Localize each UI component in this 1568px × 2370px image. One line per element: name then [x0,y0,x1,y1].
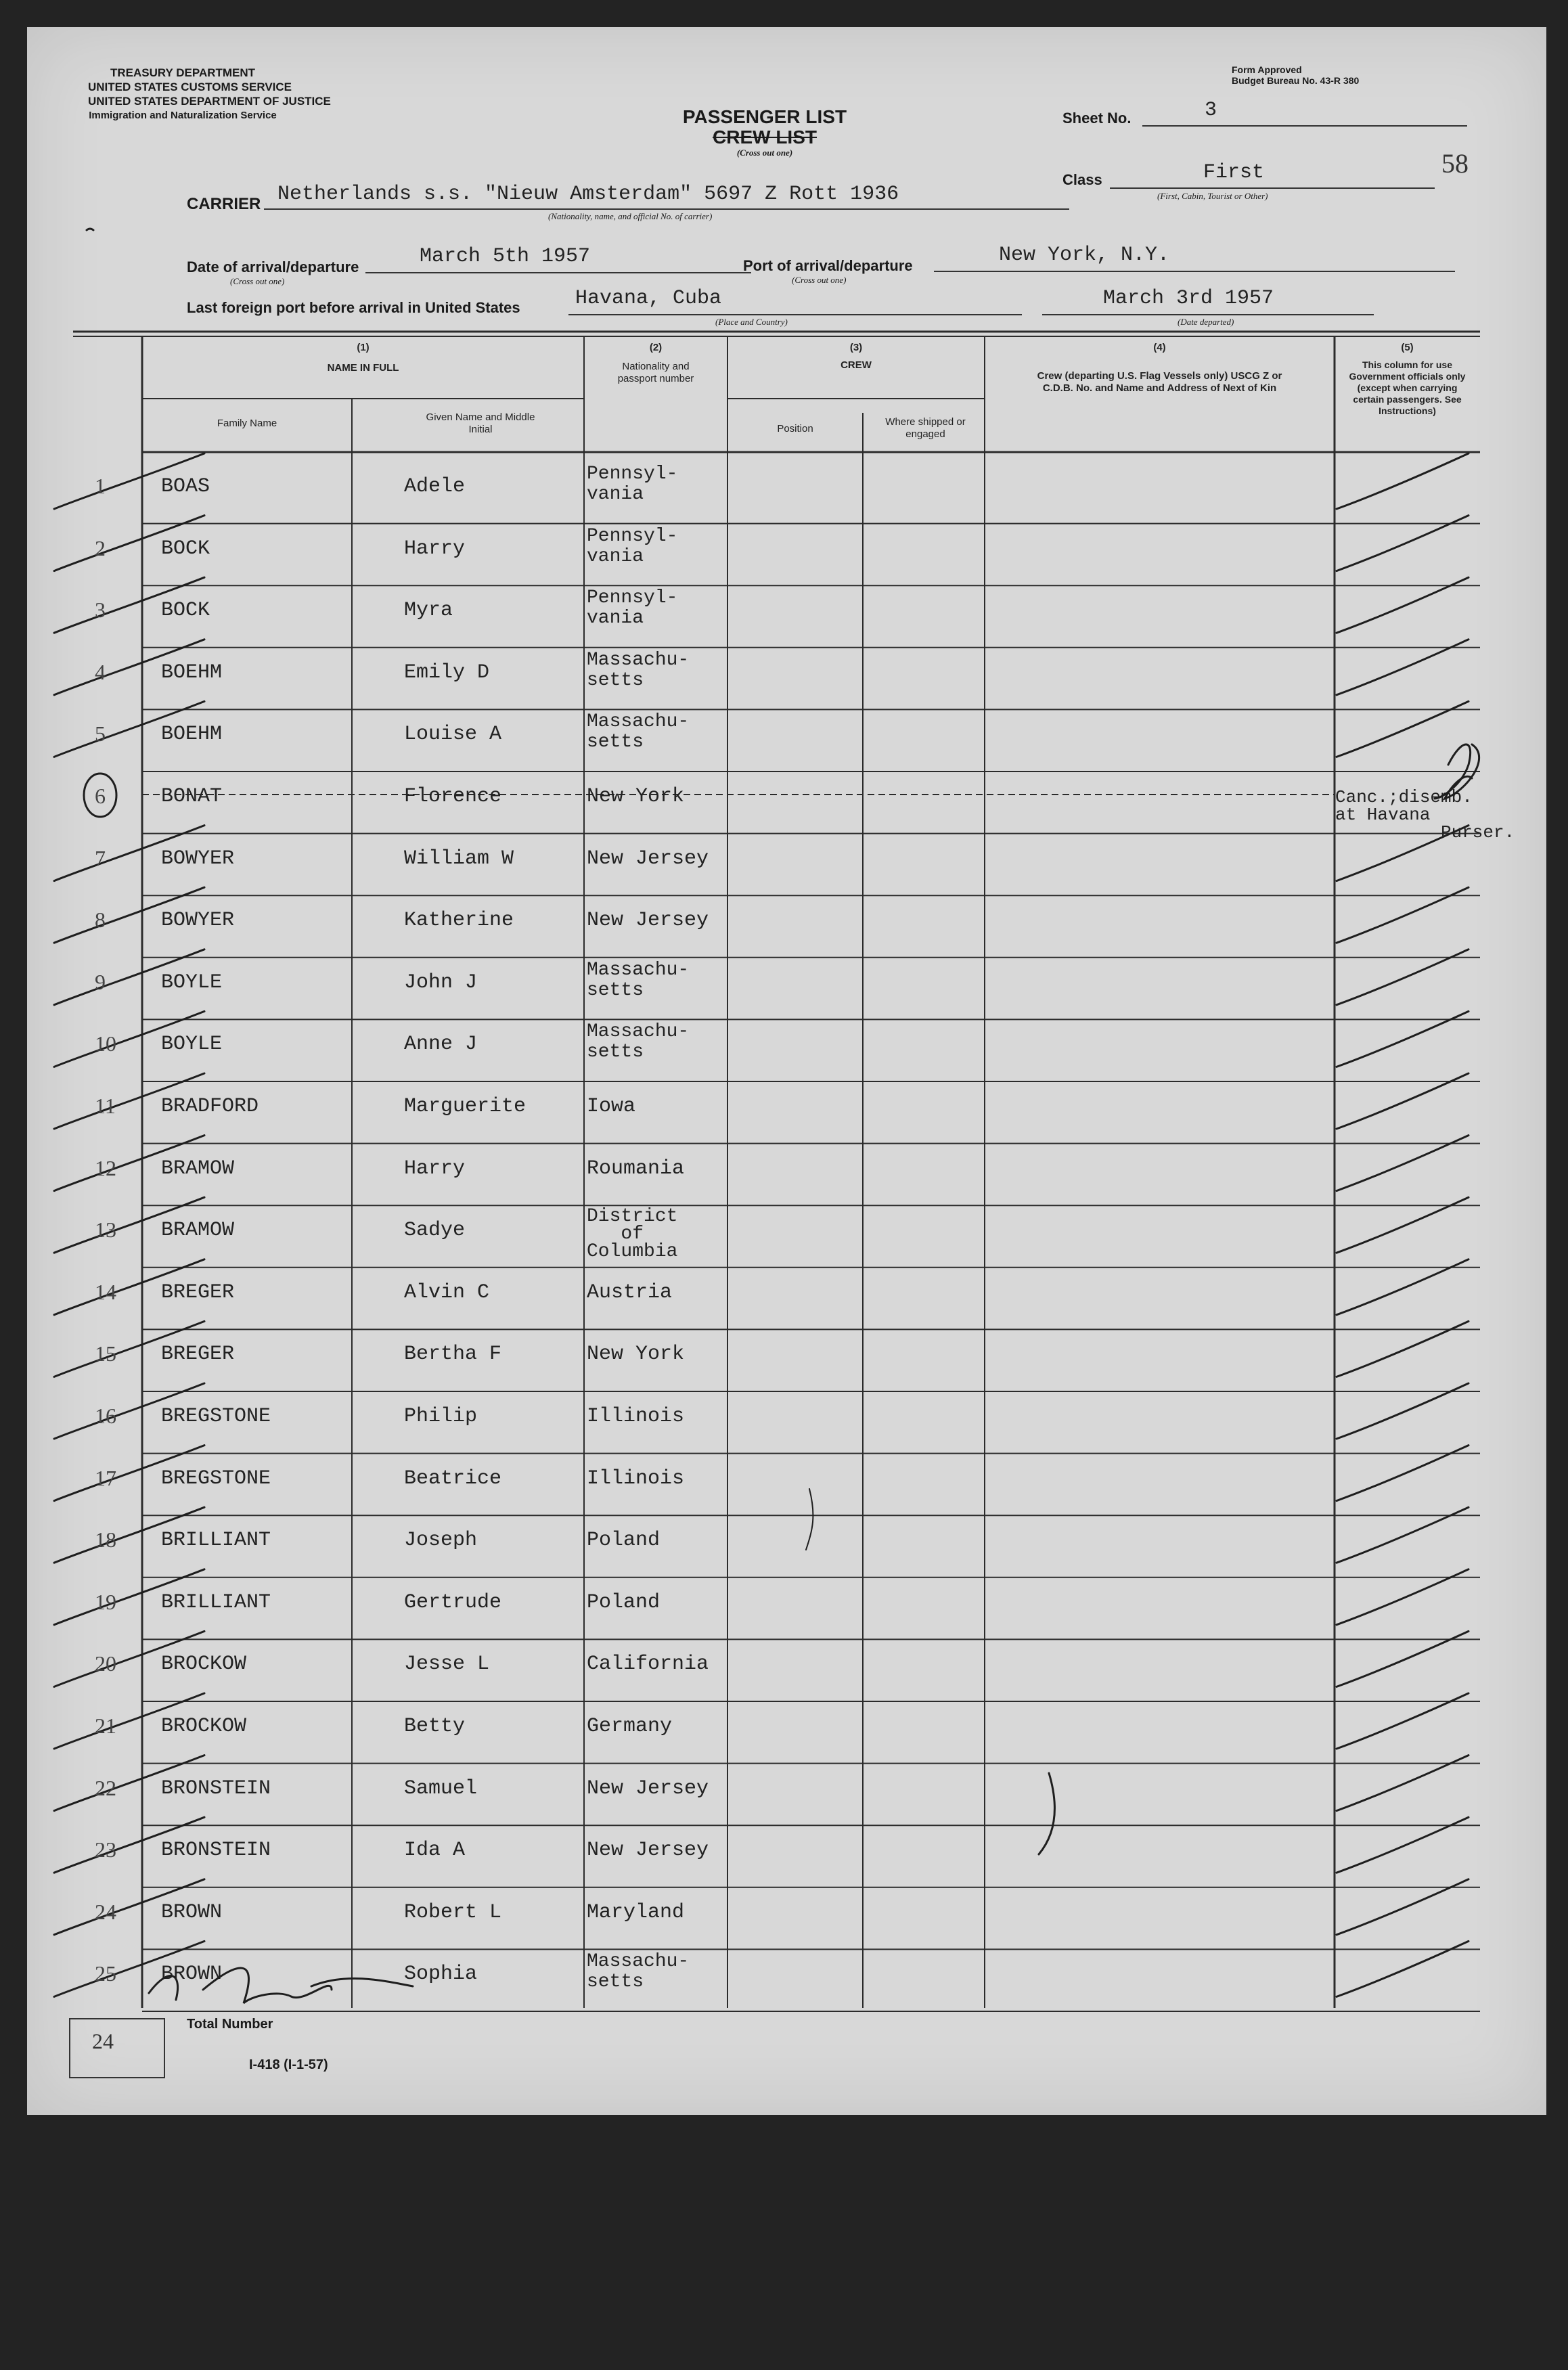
col3-header [727,342,985,372]
row-number: 4 [95,659,106,684]
class-label: Class [1062,171,1102,188]
nationality-cell: California [587,1653,709,1676]
given-name-cell: John J [404,970,478,994]
family-name-cell: BRONSTEIN [161,1839,271,1862]
family-name-cell: BRILLIANT [161,1529,271,1552]
row-number: 14 [95,1279,116,1304]
row-number: 19 [95,1589,116,1614]
nationality-cell: Iowa [587,1095,636,1118]
row-number: 17 [95,1465,116,1490]
given-name-cell: Sadye [404,1219,466,1243]
where-shipped-header: Where shipped or engaged [885,416,966,440]
given-name-cell: Adele [404,475,466,498]
col5-title: This column for use Government officials only (except when carrying certain passengers. See Instructions) [1349,359,1466,416]
position-header: Position [777,423,813,434]
nationality-cell: Poland [587,1529,660,1552]
given-name-cell: Alvin C [404,1280,490,1304]
title-cross-out-hint: (Cross out one) [736,148,793,158]
family-name-cell: BRONSTEIN [161,1776,271,1800]
document-sheet [27,27,1546,2115]
carrier-hint: (Nationality, name, and official No. of carrier) [548,211,713,221]
crew-list-title: CREW LIST [713,127,817,148]
nationality-cell: New Jersey [587,1776,709,1800]
row-number: 25 [95,1961,116,1986]
given-name-cell: Robert L [404,1900,502,1924]
agency-line-4: Immigration and Naturalization Service [89,110,277,121]
date-cross-out-hint: (Cross out one) [230,276,285,286]
row-number: 13 [95,1217,116,1243]
row-number: 18 [95,1527,116,1552]
nationality-cell: Maryland [587,1900,685,1924]
given-name-cell: Myra [404,599,453,623]
given-name-cell: Joseph [404,1529,478,1552]
given-name-cell: Harry [404,537,466,560]
given-name-cell: Beatrice [404,1467,502,1490]
family-name-cell: BONAT [161,785,223,808]
family-name-cell: BRADFORD [161,1095,259,1118]
date-of-arrival-value: March 5th 1957 [420,245,591,268]
last-port-label: Last foreign port before arrival in United States [187,299,520,316]
family-name-header: Family Name [217,418,277,429]
given-name-cell: Betty [404,1715,466,1738]
last-port-hint: (Place and Country) [715,317,788,327]
row-number: 12 [95,1155,116,1180]
date-of-arrival-label: Date of arrival/departure [187,259,359,275]
form-approved-line-1: Form Approved [1232,64,1302,75]
page-number: 58 [1441,148,1469,179]
nationality-cell: Pennsyl- vania [587,464,678,505]
total-number-label: Total Number [187,2017,273,2032]
family-name-cell: BRAMOW [161,1219,235,1243]
nationality-cell: Pennsyl- vania [587,525,678,567]
agency-line-3: UNITED STATES DEPARTMENT OF JUSTICE [88,95,331,108]
family-name-cell: BOYLE [161,970,223,994]
nationality-cell: Austria [587,1280,673,1304]
family-name-cell: BROWN [161,1900,223,1924]
family-name-cell: BROWN [161,1963,223,1986]
carrier-value: Netherlands s.s. "Nieuw Amsterdam" 5697 Z Rott 1936 [277,183,899,206]
port-of-arrival-label: Port of arrival/departure [743,257,913,274]
given-name-cell: Samuel [404,1776,478,1800]
form-code: I-418 (I-1-57) [249,2057,328,2072]
family-name-cell: BOAS [161,475,210,498]
agency-line-2: UNITED STATES CUSTOMS SERVICE [88,81,292,93]
row-number: 20 [95,1651,116,1676]
given-name-cell: Harry [404,1157,466,1180]
nationality-cell: Pennsyl- vania [587,587,678,629]
check-mark-right [1337,453,1469,509]
row-number: 8 [95,908,106,933]
nationality-cell: Germany [587,1715,673,1738]
given-name-cell: Katherine [404,909,514,933]
nationality-cell: Massachu- setts [587,1951,690,1993]
given-name-cell: Jesse L [404,1653,490,1676]
row-number: 21 [95,1714,116,1738]
row-number: 15 [95,1341,116,1366]
row-number: 10 [95,1031,116,1056]
nationality-cell: Illinois [587,1467,685,1490]
family-name-cell: BOCK [161,537,210,560]
port-of-arrival-value: New York, N.Y. [999,244,1170,267]
col1-title: NAME IN FULL [327,362,399,374]
row-number: 7 [95,845,106,870]
row-number: 16 [95,1404,116,1428]
nationality-cell: Poland [587,1590,660,1614]
family-name-cell: BOEHM [161,661,223,684]
col1-header [142,342,584,374]
given-name-cell: Bertha F [404,1343,502,1366]
row-number: 6 [95,784,106,808]
col2-title: Nationality and passport number [617,361,694,384]
family-name-cell: BREGSTONE [161,1467,271,1490]
passenger-table [27,27,1546,2115]
class-hint: (First, Cabin, Tourist or Other) [1157,191,1268,201]
nationality-cell: Massachu- setts [587,1021,690,1063]
col3-number: (3) [849,342,863,353]
col4-title: Crew (departing U.S. Flag Vessels only) USCG Z or C.D.B. No. and Name and Address of Next of Kin [1037,370,1282,394]
nationality-cell: New Jersey [587,847,709,870]
class-value: First [1203,161,1265,184]
row-number: 5 [95,721,106,746]
given-name-cell: Emily D [404,661,490,684]
given-name-cell: Ida A [404,1839,466,1862]
nationality-cell: New York [587,785,685,808]
given-name-cell: Sophia [404,1963,478,1986]
family-name-cell: BRAMOW [161,1157,235,1180]
row-number: 23 [95,1837,116,1862]
given-name-cell: Florence [404,785,502,808]
family-name-cell: BREGER [161,1280,235,1304]
nationality-cell: Illinois [587,1405,685,1428]
row-number: 24 [95,1899,116,1924]
form-approved-line-2: Budget Bureau No. 43-R 380 [1232,75,1360,86]
family-name-cell: BOYLE [161,1033,223,1056]
nationality-cell: Massachu- setts [587,711,690,753]
family-name-cell: BROCKOW [161,1715,247,1738]
sheet-number: 3 [1205,99,1217,122]
col5-header [1335,342,1480,417]
given-name-cell: William W [404,847,514,870]
row-number: 22 [95,1775,116,1800]
family-name-cell: BRILLIANT [161,1590,271,1614]
given-name-cell: Philip [404,1405,478,1428]
row-number: 1 [95,474,106,498]
sheet-label: Sheet No. [1062,110,1132,127]
col3-title: CREW [841,359,872,371]
carrier-label: CARRIER [187,195,261,213]
cancel-note-line-1: Canc.;disemb. [1335,787,1473,807]
agency-line-1: TREASURY DEPARTMENT [110,66,256,79]
cancel-note-line-2: at Havana [1335,805,1431,825]
family-name-cell: BROCKOW [161,1653,247,1676]
family-name-cell: BREGSTONE [161,1405,271,1428]
date-departed-hint: (Date departed) [1178,317,1234,327]
col4-number: (4) [1153,342,1166,353]
given-name-header: Given Name and Middle Initial [426,411,535,435]
nationality-cell: New York [587,1343,685,1366]
nationality-cell: New Jersey [587,909,709,933]
cancellation-note [1335,788,1515,841]
total-box [69,2018,165,2078]
nationality-cell: Roumania [587,1157,685,1180]
given-name-cell: Anne J [404,1033,478,1056]
table-grid [27,27,1546,2115]
last-port-value: Havana, Cuba [575,287,722,310]
given-name-cell: Louise A [404,723,502,746]
nationality-cell: Massachu- setts [587,649,690,691]
col5-number: (5) [1401,342,1414,353]
col2-number: (2) [649,342,663,353]
family-name-cell: BOWYER [161,847,235,870]
date-departed-value: March 3rd 1957 [1103,287,1274,310]
col2-header [584,342,727,385]
row-number: 2 [95,535,106,560]
nationality-cell: New Jersey [587,1839,709,1862]
nationality-cell: District of Columbia [587,1206,678,1263]
col4-header [985,342,1335,395]
passenger-list-title: PASSENGER LIST [682,106,847,127]
row-number: 11 [95,1094,116,1118]
cancel-note-line-3: Purser. [1441,822,1515,843]
family-name-cell: BREGER [161,1343,235,1366]
col1-number: (1) [357,342,369,353]
family-name-cell: BOCK [161,599,210,623]
given-name-cell: Gertrude [404,1590,502,1614]
row-number: 3 [95,598,106,623]
total-box-value: 24 [92,2029,114,2053]
row-number: 9 [95,969,106,994]
family-name-cell: BOEHM [161,723,223,746]
port-cross-out-hint: (Cross out one) [792,275,847,285]
nationality-cell: Massachu- setts [587,959,690,1001]
family-name-cell: BOWYER [161,909,235,933]
given-name-cell: Marguerite [404,1095,527,1118]
